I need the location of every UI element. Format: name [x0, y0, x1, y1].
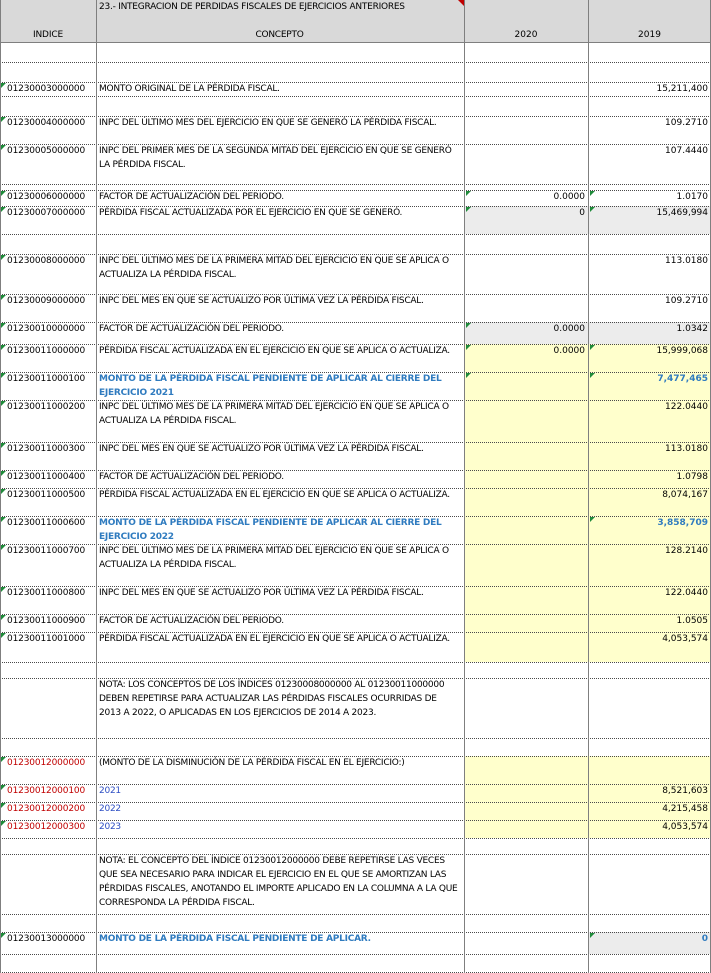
index-cell[interactable]: 01230007000000	[7, 208, 86, 218]
cell-marker-icon	[1, 471, 6, 476]
row-gridline	[0, 614, 711, 615]
spacer-cell	[588, 96, 711, 116]
value-2020-cell[interactable]	[464, 372, 588, 400]
concept-cell: INPC DEL ÚLTIMO MES DEL EJERCICIO EN QUE SE GENERÓ LA PÉRDIDA FISCAL.	[99, 118, 437, 128]
value-2020-cell[interactable]	[464, 254, 588, 294]
value-2020-cell[interactable]: 0.0000	[464, 344, 588, 372]
spacer-cell	[0, 738, 96, 756]
header-blank-2019	[588, 0, 711, 14]
row-gridline	[0, 234, 711, 235]
spacer-cell	[96, 838, 464, 854]
concept-cell: FACTOR DE ACTUALIZACIÓN DEL PERIODO.	[99, 616, 284, 626]
concept-cell: INPC DEL ÚLTIMO MES DE LA PRIMERA MITAD DEL EJERCICIO EN QUE SE APLICA O ACTUALIZA LA PÉRDIDA FISCAL.	[99, 546, 452, 570]
value-2020-cell[interactable]	[464, 614, 588, 632]
value-2019-cell[interactable]: 1.0342	[588, 322, 711, 344]
row-gridline	[0, 854, 711, 855]
header-blank-2020	[464, 0, 588, 14]
cell-marker-icon	[1, 401, 6, 406]
row-gridline	[0, 82, 711, 83]
index-cell[interactable]: 01230012000200	[7, 804, 86, 814]
spacer-cell	[464, 234, 588, 254]
value-2019-cell[interactable]: 107.4440	[665, 146, 708, 156]
value-2019-cell[interactable]: 0	[588, 932, 711, 954]
cell-marker-icon	[1, 587, 6, 592]
row-gridline	[0, 294, 711, 295]
spacer-cell	[96, 662, 464, 678]
spacer-cell	[96, 62, 464, 82]
spacer-cell	[464, 42, 588, 62]
cell-marker-icon	[1, 615, 6, 620]
spacer-cell	[588, 838, 711, 854]
cell-marker-icon	[466, 373, 471, 378]
value-2019-cell[interactable]: 1.0505	[588, 614, 711, 632]
value-2019-cell[interactable]: 4,053,574	[588, 820, 711, 838]
index-cell[interactable]: 01230013000000	[7, 934, 86, 944]
row-gridline	[0, 914, 711, 915]
row-gridline	[0, 206, 711, 207]
value-2020-cell[interactable]	[464, 82, 588, 96]
spacer-cell	[588, 234, 711, 254]
value-2020-cell[interactable]	[464, 470, 588, 488]
row-gridline	[0, 756, 711, 757]
index-cell[interactable]	[0, 854, 96, 914]
value-2019-cell[interactable]: 1.0798	[588, 470, 711, 488]
row-gridline	[0, 802, 711, 803]
index-cell[interactable]: 01230011000100	[7, 374, 86, 384]
row-gridline	[0, 190, 711, 191]
index-cell[interactable]: 01230011000500	[7, 490, 86, 500]
value-2020-cell[interactable]	[464, 820, 588, 838]
cell-marker-icon	[1, 83, 6, 88]
concept-cell: INPC DEL ÚLTIMO MES DE LA PRIMERA MITAD DEL EJERCICIO EN QUE SE APLICA O ACTUALIZA LA PÉRDIDA FISCAL.	[99, 256, 452, 280]
index-cell[interactable]: 01230011000900	[7, 616, 86, 626]
cell-marker-icon	[466, 191, 471, 196]
index-cell[interactable]: 01230010000000	[7, 324, 86, 334]
row-gridline	[0, 322, 711, 323]
value-2020-cell[interactable]	[464, 116, 588, 144]
spacer-cell	[96, 96, 464, 116]
row-gridline	[0, 96, 711, 97]
value-2019-cell[interactable]: 109.2710	[665, 296, 708, 306]
row-gridline	[0, 344, 711, 345]
header-2019: 2019	[588, 14, 711, 42]
spacer-cell	[0, 234, 96, 254]
value-2019-cell[interactable]: 122.0440	[588, 586, 711, 614]
spacer-cell	[464, 954, 588, 973]
row-gridline	[0, 254, 711, 255]
spacer-cell	[588, 954, 711, 973]
row-gridline	[0, 586, 711, 587]
value-2020-cell[interactable]	[464, 586, 588, 614]
index-cell[interactable]: 01230012000100	[7, 786, 86, 796]
column-gridline	[0, 0, 1, 973]
column-gridline	[588, 0, 589, 973]
value-2020-cell[interactable]	[464, 756, 588, 784]
cell-marker-icon	[1, 933, 6, 938]
value-2019-cell[interactable]: 109.2710	[665, 118, 708, 128]
concept-cell: 2021	[99, 786, 121, 796]
value-2019-cell[interactable]: 122.0440	[588, 400, 711, 442]
row-gridline	[0, 738, 711, 739]
cell-marker-icon	[1, 633, 6, 638]
value-2020-cell[interactable]	[464, 442, 588, 470]
row-gridline	[0, 400, 711, 401]
concept-cell: FACTOR DE ACTUALIZACIÓN DEL PERIODO.	[99, 472, 284, 482]
concept-cell: MONTO DE LA PÉRDIDA FISCAL PENDIENTE DE APLICAR AL CIERRE DEL EJERCICIO 2022	[99, 518, 445, 542]
value-2020-cell[interactable]	[464, 488, 588, 516]
concept-cell: MONTO DE LA PÉRDIDA FISCAL PENDIENTE DE APLICAR.	[99, 934, 371, 944]
row-gridline	[0, 662, 711, 663]
cell-marker-icon	[590, 517, 595, 522]
index-cell[interactable]: 01230011000000	[7, 346, 86, 356]
concept-cell: INPC DEL MES EN QUE SE ACTUALIZO POR ÚLTIMA VEZ LA PÉRDIDA FISCAL.	[99, 444, 424, 454]
spacer-cell	[464, 62, 588, 82]
value-2019-cell[interactable]: 113.0180	[588, 442, 711, 470]
row-gridline	[0, 488, 711, 489]
row-gridline	[0, 442, 711, 443]
index-cell[interactable]: 01230003000000	[7, 84, 86, 94]
value-2020-cell[interactable]	[464, 516, 588, 544]
concept-cell: INPC DEL MES EN QUE SE ACTUALIZO POR ÚLTIMA VEZ LA PÉRDIDA FISCAL.	[99, 296, 424, 306]
header-2020: 2020	[464, 14, 588, 42]
spacer-cell	[464, 914, 588, 932]
concept-cell: PÉRDIDA FISCAL ACTUALIZADA EN EL EJERCICIO EN QUE SE APLICA O ACTUALIZA.	[99, 346, 450, 356]
concept-cell: PÉRDIDA FISCAL ACTUALIZADA EN EL EJERCICIO EN QUE SE APLICA O ACTUALIZA.	[99, 634, 450, 644]
spacer-cell	[0, 838, 96, 854]
concept-cell: 2022	[99, 804, 121, 814]
cell-marker-icon	[1, 323, 6, 328]
cell-marker-icon	[590, 345, 595, 350]
cell-marker-icon	[1, 191, 6, 196]
index-cell[interactable]	[0, 678, 96, 738]
spacer-cell	[464, 738, 588, 756]
spacer-cell	[96, 954, 464, 973]
cell-marker-icon	[1, 255, 6, 260]
value-2019-cell[interactable]	[588, 854, 711, 914]
spacer-cell	[0, 42, 96, 62]
spacer-cell	[588, 62, 711, 82]
spacer-cell	[464, 96, 588, 116]
value-2020-cell[interactable]	[464, 932, 588, 954]
index-cell[interactable]: 01230008000000	[7, 256, 86, 266]
cell-marker-icon	[1, 517, 6, 522]
concept-cell: PÉRDIDA FISCAL ACTUALIZADA POR EL EJERCICIO EN QUE SE GENERÓ.	[99, 208, 403, 218]
header-indice: INDICE	[0, 14, 96, 42]
value-2019-cell[interactable]: 15,211,400	[656, 84, 708, 94]
cell-marker-icon	[1, 295, 6, 300]
value-2020-cell[interactable]	[464, 678, 588, 738]
sheet-title: 23.- INTEGRACION DE PERDIDAS FISCALES DE EJERCICIOS ANTERIORES	[96, 0, 464, 14]
cell-marker-icon	[1, 785, 6, 790]
spacer-cell	[464, 838, 588, 854]
value-2019-cell[interactable]: 113.0180	[665, 256, 708, 266]
index-cell[interactable]: 01230011000200	[7, 402, 86, 412]
spacer-cell	[588, 42, 711, 62]
cell-marker-icon	[1, 117, 6, 122]
row-gridline	[0, 632, 711, 633]
spacer-cell	[96, 738, 464, 756]
value-2020-cell[interactable]	[464, 854, 588, 914]
cell-marker-icon	[1, 821, 6, 826]
index-cell[interactable]: 01230011000400	[7, 472, 86, 482]
index-cell[interactable]: 01230011000700	[7, 546, 86, 556]
cell-marker-icon	[466, 323, 471, 328]
cell-marker-icon	[466, 345, 471, 350]
cell-marker-icon	[1, 757, 6, 762]
index-cell[interactable]: 01230005000000	[7, 146, 86, 156]
concept-cell: 2023	[99, 822, 121, 832]
value-2019-cell[interactable]: 4,215,458	[588, 802, 711, 820]
concept-cell: INPC DEL ÚLTIMO MES DE LA PRIMERA MITAD DEL EJERCICIO EN QUE SE APLICA O ACTUALIZA LA PÉRDIDA FISCAL.	[99, 402, 452, 426]
value-2020-cell[interactable]	[464, 632, 588, 662]
spacer-cell	[588, 738, 711, 756]
row-gridline	[0, 544, 711, 545]
cell-marker-icon	[590, 373, 595, 378]
value-2020-cell[interactable]: 0.0000	[464, 322, 588, 344]
cell-marker-icon	[1, 489, 6, 494]
value-2020-cell[interactable]	[464, 802, 588, 820]
cell-marker-icon	[1, 145, 6, 150]
concept-cell: (MONTO DE LA DISMINUCIÓN DE LA PÉRDIDA FISCAL EN EL EJERCICIO:)	[99, 758, 405, 768]
row-gridline	[0, 62, 711, 63]
spacer-cell	[0, 96, 96, 116]
concept-cell: MONTO DE LA PÉRDIDA FISCAL PENDIENTE DE APLICAR AL CIERRE DEL EJERCICIO 2021	[99, 374, 445, 398]
spacer-cell	[96, 42, 464, 62]
value-2019-cell[interactable]: 3,858,709	[588, 516, 711, 544]
value-2019-cell[interactable]: 8,521,603	[588, 784, 711, 802]
value-2019-cell[interactable]	[588, 756, 711, 784]
value-2019-cell[interactable]: 8,074,167	[588, 488, 711, 516]
cell-marker-icon	[1, 345, 6, 350]
spacer-cell	[464, 662, 588, 678]
value-2020-cell[interactable]: 0.0000	[553, 192, 585, 202]
spacer-cell	[96, 234, 464, 254]
row-gridline	[0, 784, 711, 785]
cell-marker-icon	[1, 373, 6, 378]
concept-cell: FACTOR DE ACTUALIZACIÓN DEL PERIODO.	[99, 324, 284, 334]
concept-cell: INPC DEL PRIMER MES DE LA SEGUNDA MITAD DEL EJERCICIO EN QUE SE GENERÓ LA PÉRDIDA FISCAL.	[99, 146, 455, 170]
row-gridline	[0, 144, 711, 145]
cell-marker-icon	[590, 933, 595, 938]
row-gridline	[0, 184, 711, 185]
value-2019-cell[interactable]: 128.2140	[588, 544, 711, 586]
value-2019-cell[interactable]: 4,053,574	[588, 632, 711, 662]
value-2020-cell[interactable]	[464, 144, 588, 184]
value-2020-cell[interactable]: 0	[464, 206, 588, 234]
concept-cell: MONTO ORIGINAL DE LA PÉRDIDA FISCAL.	[99, 84, 280, 94]
value-2020-cell[interactable]	[464, 400, 588, 442]
header-gridline	[0, 42, 711, 43]
concept-cell: PÉRDIDA FISCAL ACTUALIZADA EN EL EJERCICIO EN QUE SE APLICA O ACTUALIZA.	[99, 490, 450, 500]
concept-cell: FACTOR DE ACTUALIZACIÓN DEL PERIODO.	[99, 192, 284, 202]
row-gridline	[0, 470, 711, 471]
cell-marker-icon	[466, 207, 471, 212]
index-cell[interactable]: 01230004000000	[7, 118, 86, 128]
row-gridline	[0, 820, 711, 821]
spacer-cell	[96, 914, 464, 932]
value-2019-cell[interactable]: 7,477,465	[588, 372, 711, 400]
cell-marker-icon	[1, 545, 6, 550]
index-cell[interactable]: 01230011001000	[7, 634, 86, 644]
spacer-cell	[0, 662, 96, 678]
concept-cell: NOTA: EL CONCEPTO DEL ÍNDICE 01230012000000 DEBE REPETIRSE LAS VECES QUE SEA NECESARIO PARA INDICAR EL EJERCICIO EN EL QUE SE AMORTIZAN LAS PÉRDIDAS FISCALES, ANOTANDO EL IMPORTE APLICADO EN LA COLUMNA A LA QUE CORRESPONDA LA PÉRDIDA FISCAL.	[99, 856, 461, 908]
value-2019-cell[interactable]: 15,999,068	[588, 344, 711, 372]
index-cell[interactable]: 01230011000300	[7, 444, 86, 454]
spacer-cell	[0, 62, 96, 82]
value-2020-cell[interactable]	[464, 544, 588, 586]
row-gridline	[0, 838, 711, 839]
spacer-cell	[588, 914, 711, 932]
cell-marker-icon	[590, 207, 595, 212]
cell-marker-icon	[590, 191, 595, 196]
row-gridline	[0, 932, 711, 933]
header-concepto: CONCEPTO	[96, 14, 464, 42]
row-gridline	[0, 954, 711, 955]
value-2019-cell[interactable]	[588, 678, 711, 738]
concept-cell: INPC DEL MES EN QUE SE ACTUALIZO POR ÚLTIMA VEZ LA PÉRDIDA FISCAL.	[99, 588, 424, 598]
spacer-cell	[0, 954, 96, 973]
row-gridline	[0, 516, 711, 517]
value-2019-cell[interactable]: 1.0170	[676, 192, 708, 202]
value-2020-cell[interactable]	[464, 294, 588, 322]
cell-marker-icon	[1, 803, 6, 808]
row-gridline	[0, 116, 711, 117]
column-gridline	[96, 0, 97, 973]
header-blank-index	[0, 0, 96, 14]
index-cell[interactable]: 01230011000800	[7, 588, 86, 598]
cell-marker-icon	[1, 443, 6, 448]
index-cell[interactable]: 01230011000600	[7, 518, 86, 528]
spacer-cell	[588, 662, 711, 678]
index-cell[interactable]: 01230009000000	[7, 296, 86, 306]
concept-cell: NOTA: LOS CONCEPTOS DE LOS ÍNDICES 01230008000000 AL 01230011000000 DEBEN REPETIRSE PARA ACTUALIZAR LAS PÉRDIDAS FISCALES OCURRIDAS DE 2013 A 2022, O APLICADAS EN LOS EJERCICIOS DE 2014 A 2023.	[99, 680, 447, 718]
column-gridline	[464, 0, 465, 973]
row-gridline	[0, 678, 711, 679]
cell-marker-icon	[1, 207, 6, 212]
index-cell[interactable]: 01230006000000	[7, 192, 86, 202]
value-2020-cell[interactable]	[464, 784, 588, 802]
row-gridline	[0, 372, 711, 373]
index-cell[interactable]: 01230012000300	[7, 822, 86, 832]
spacer-cell	[0, 914, 96, 932]
index-cell[interactable]: 01230012000000	[7, 758, 86, 768]
value-2019-cell[interactable]: 15,469,994	[588, 206, 711, 234]
